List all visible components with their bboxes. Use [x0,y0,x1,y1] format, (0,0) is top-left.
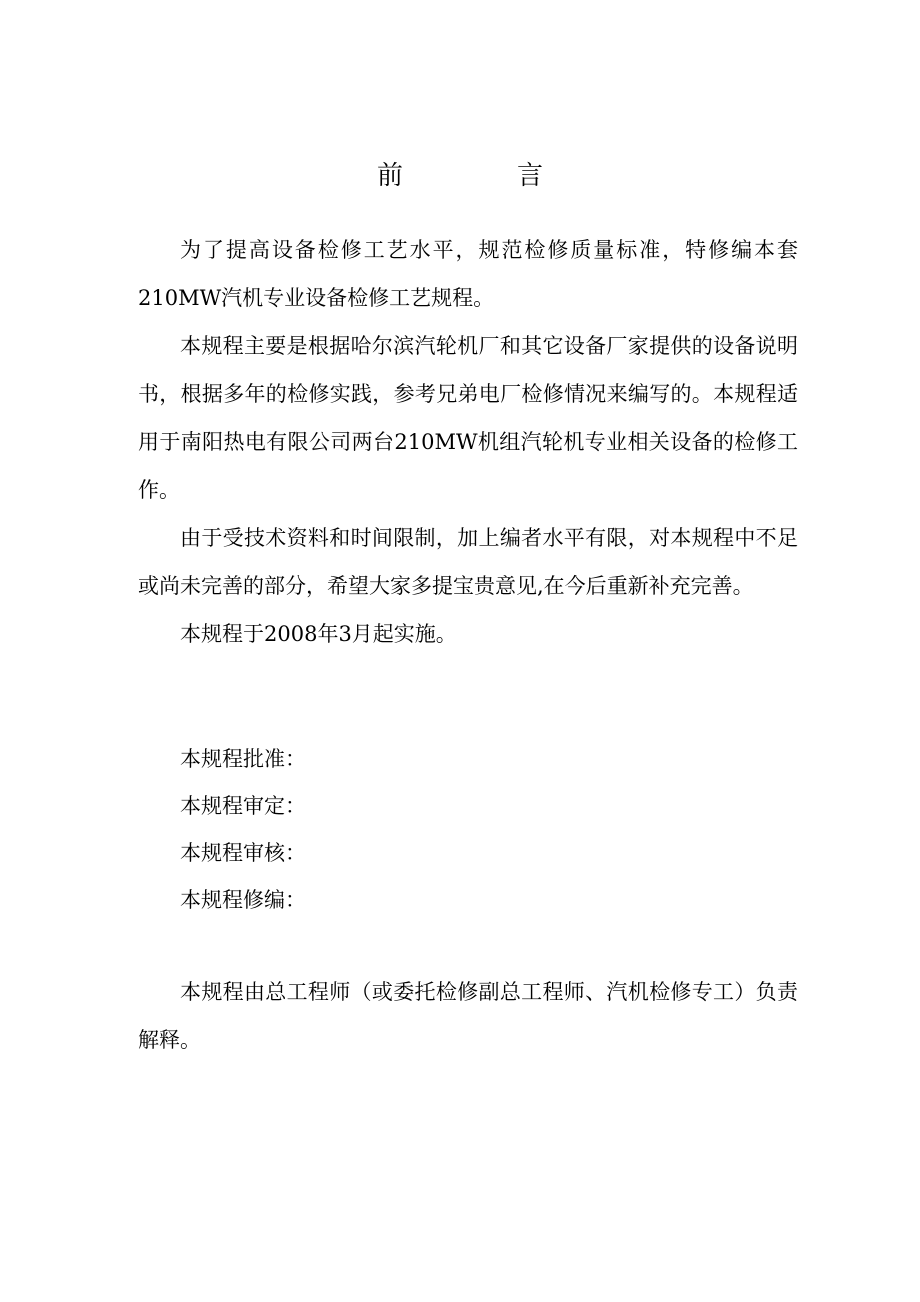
signature-audit: 本规程审核： [180,841,306,865]
paragraph: 本规程由总工程师（或委托检修副总工程师、汽机检修专工）负责解释。 [138,980,798,1052]
page-title: 前 言 [376,161,587,191]
signature-block [138,736,798,924]
paragraph: 由于受技术资料和时间限制，加上编者水平有限，对本规程中不足或尚未完善的部分，希望大家多提宝贵意见,在今后重新补充完善。 [138,526,798,598]
paragraph: 为了提高设备检修工艺水平，规范检修质量标准，特修编本套210MW汽机专业设备检修工艺规程。 [138,238,798,310]
preface-body [138,226,798,658]
signature-review: 本规程审定： [180,794,306,818]
closing-statement [138,968,798,1064]
paragraph: 本规程主要是根据哈尔滨汽轮机厂和其它设备厂家提供的设备说明书，根据多年的检修实践，参考兄弟电厂检修情况来编写的。本规程适用于南阳热电有限公司两台210MW机组汽轮机专业相关设备的检修工作。 [138,334,798,502]
signature-approval: 本规程批准： [180,747,306,771]
paragraph: 本规程于2008年3月起实施。 [180,622,457,646]
signature-editor: 本规程修编： [180,888,306,912]
